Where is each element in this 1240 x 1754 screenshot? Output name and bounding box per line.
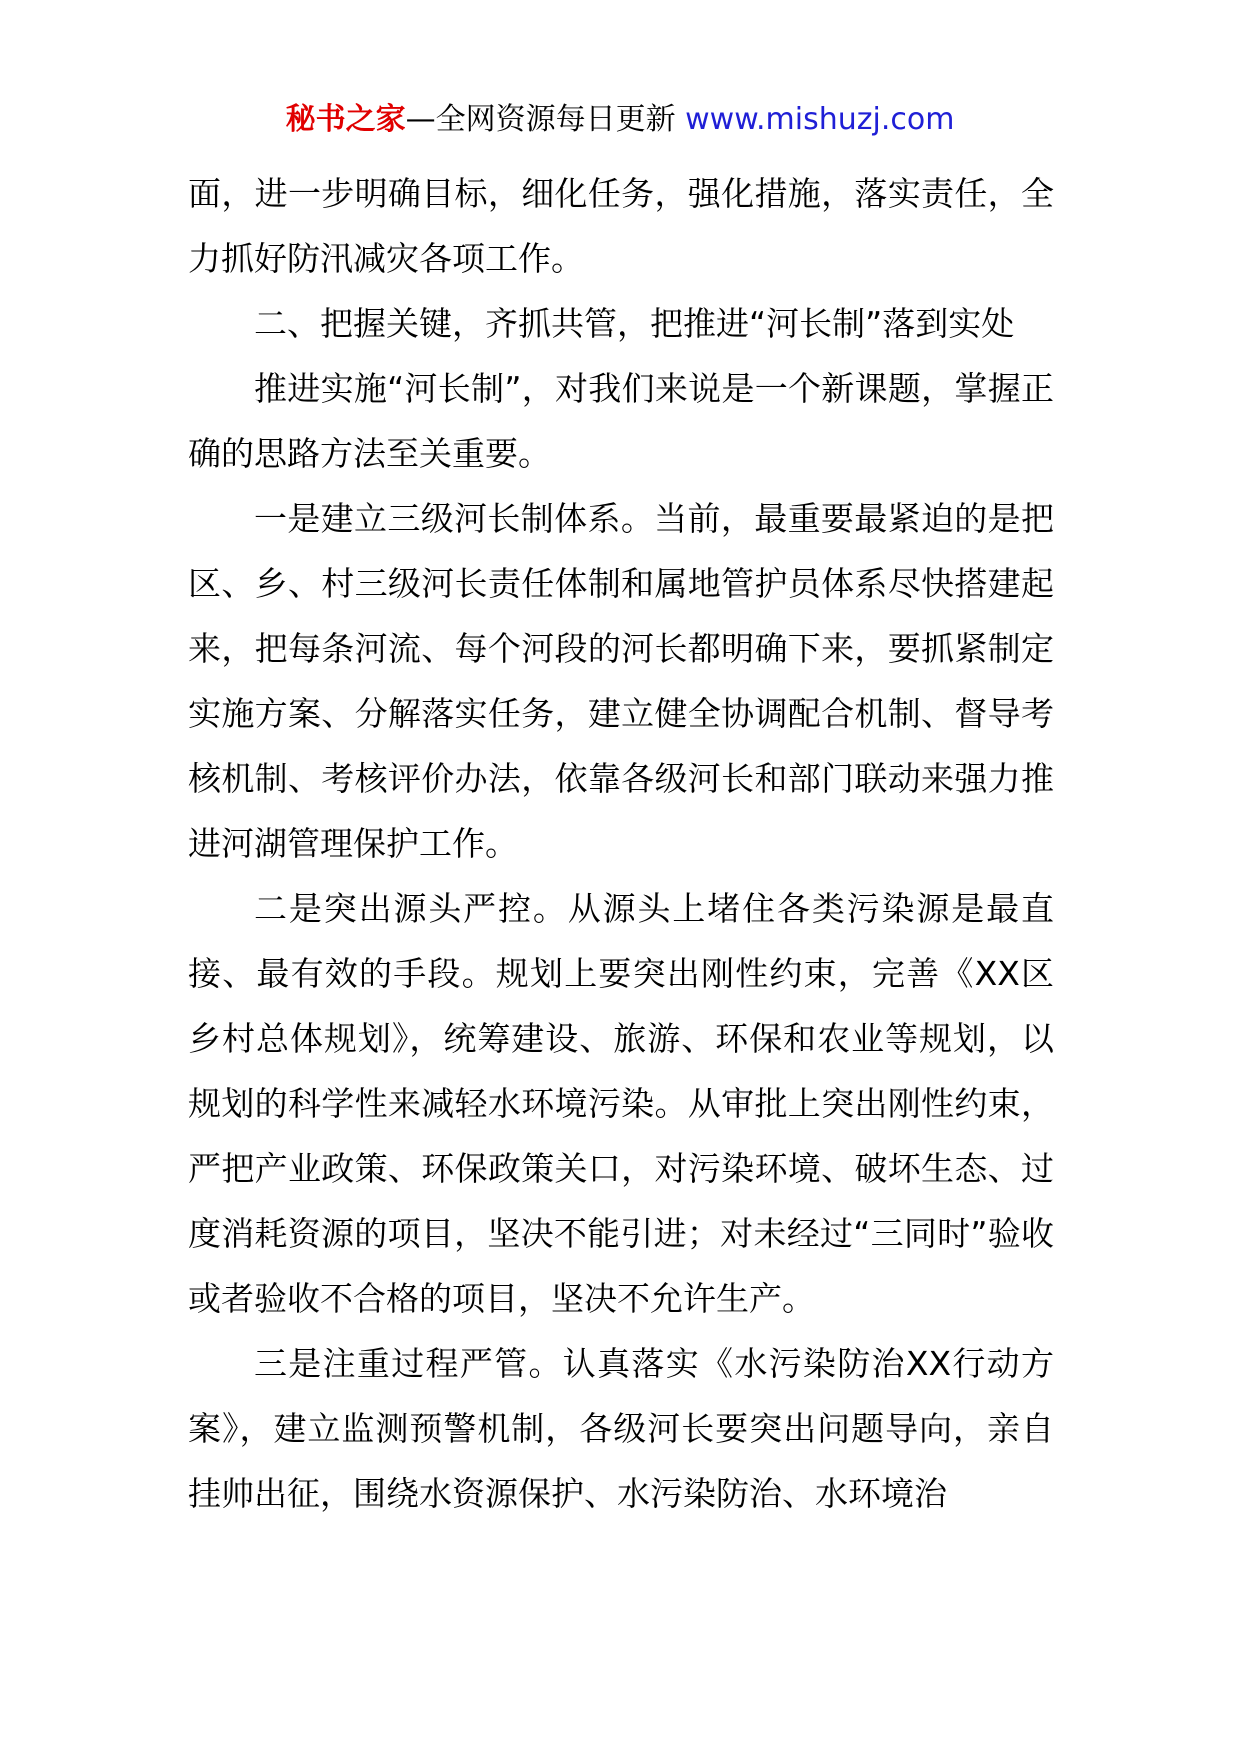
paragraph: 一是建立三级河长制体系。当前，最重要最紧迫的是把区、乡、村三级河长责任体制和属地管护员体系尽快搭建起来，把每条河流、每个河段的河长都明确下来，要抓紧制定实施方案、分解落实任务，建立健全协调配合机制、督导考核机制、考核评价办法，依靠各级河长和部门联动来强力推进河湖管理保护工作。 [188, 499, 1054, 863]
site-url-link[interactable]: www.mishuzj.com [685, 102, 955, 137]
section-heading: 二、把握关键，齐抓共管，把推进“河长制”落到实处 [254, 304, 1015, 343]
site-header [0, 100, 1240, 140]
site-tagline: —全网资源每日更新 [405, 102, 686, 137]
paragraph: 二是突出源头严控。从源头上堵住各类污染源是最直接、最有效的手段。规划上要突出刚性约束，完善《XX区乡村总体规划》，统筹建设、旅游、环保和农业等规划，以规划的科学性来减轻水环境污染。从审批上突出刚性约束，严把产业政策、环保政策关口，对污染环境、破坏生态、过度消耗资源的项目，坚决不能引进；对未经过“三同时”验收或者验收不合格的项目，坚决不允许生产。 [188, 889, 1054, 1318]
paragraph-continuation: 面，进一步明确目标，细化任务，强化措施，落实责任，全力抓好防汛减灾各项工作。 [188, 174, 1054, 278]
paragraph: 三是注重过程严管。认真落实《水污染防治XX行动方案》，建立监测预警机制，各级河长要突出问题导向，亲自挂帅出征，围绕水资源保护、水污染防治、水环境治 [188, 1344, 1054, 1513]
paragraph: 推进实施“河长制”，对我们来说是一个新课题，掌握正确的思路方法至关重要。 [188, 369, 1054, 473]
document-body [188, 161, 1054, 1526]
site-brand: 秘书之家 [285, 102, 406, 137]
